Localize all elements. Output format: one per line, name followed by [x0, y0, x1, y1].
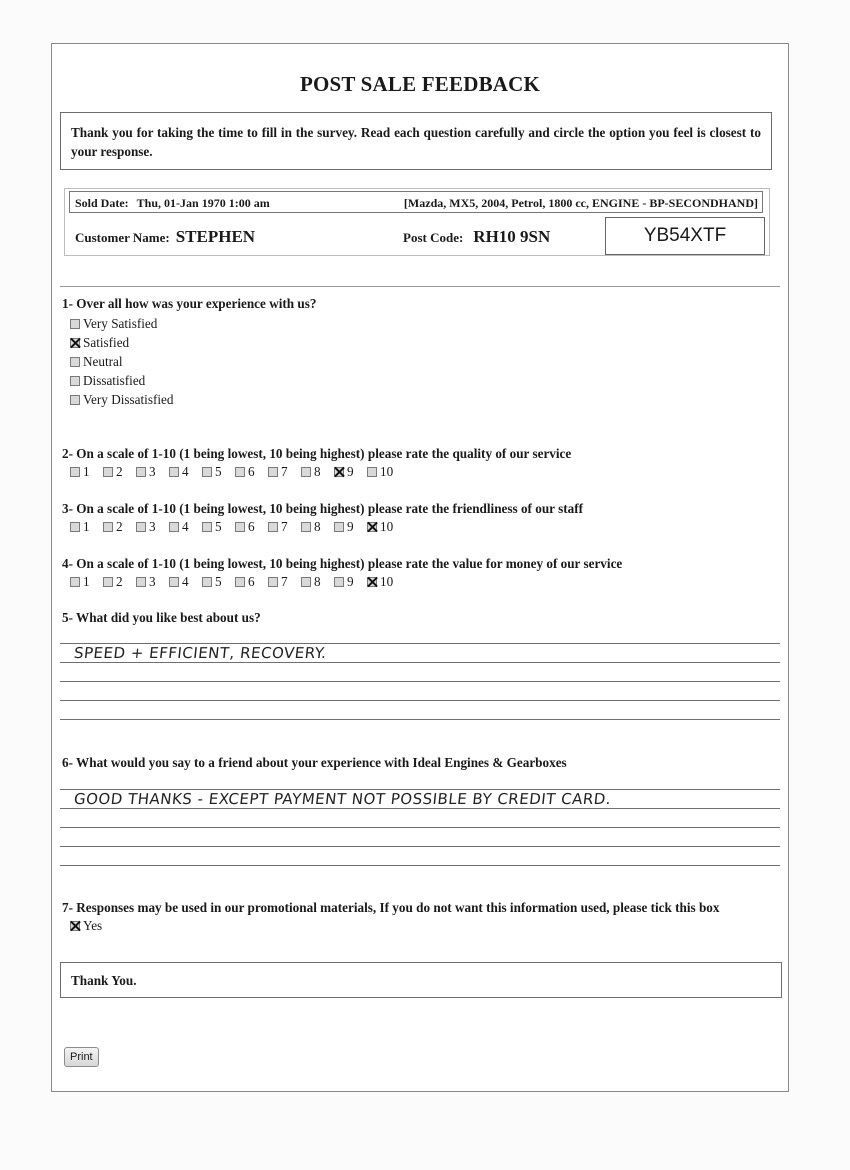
q4-option-label: 4	[182, 574, 189, 589]
q4-checkbox[interactable]	[235, 577, 245, 587]
q5-handwritten-answer: SPEED + EFFICIENT, RECOVERY.	[73, 644, 328, 662]
q4-checkbox[interactable]	[367, 577, 377, 587]
q4-option-label: 8	[314, 574, 321, 589]
q3-option-label: 9	[347, 519, 354, 534]
q2-option[interactable]	[103, 464, 136, 480]
q1-option[interactable]	[70, 390, 173, 409]
q1-checkbox[interactable]	[70, 338, 80, 348]
q3-checkbox[interactable]	[268, 522, 278, 532]
q2-option[interactable]	[301, 464, 334, 480]
q3-option-label: 10	[380, 519, 394, 534]
q3-option-label: 7	[281, 519, 288, 534]
q4-scale	[70, 574, 400, 590]
q2-scale	[70, 464, 400, 480]
q4-checkbox[interactable]	[103, 577, 113, 587]
question-4: 4- On a scale of 1-10 (1 being lowest, 10 being highest) please rate the value for money of our service	[62, 556, 623, 571]
q3-checkbox[interactable]	[334, 522, 344, 532]
vehicle-description: [Mazda, MX5, 2004, Petrol, 1800 cc, ENGINE - BP-SECONDHAND]	[403, 196, 758, 210]
q2-checkbox[interactable]	[136, 467, 146, 477]
q4-option[interactable]	[202, 574, 235, 590]
q2-checkbox[interactable]	[169, 467, 179, 477]
q4-option-label: 3	[149, 574, 156, 589]
q7-options	[70, 916, 102, 935]
q1-options	[70, 314, 173, 409]
q4-option[interactable]	[136, 574, 169, 590]
q2-checkbox[interactable]	[334, 467, 344, 477]
q2-option[interactable]	[169, 464, 202, 480]
question-6: 6- What would you say to a friend about your experience with Ideal Engines & Gearboxes	[62, 755, 567, 770]
q3-option-label: 5	[215, 519, 222, 534]
sold-date: Sold Date: Thu, 01-Jan 1970 1:00 am	[75, 196, 270, 210]
q2-option[interactable]	[334, 464, 367, 480]
q2-option-label: 10	[380, 464, 394, 479]
q7-option[interactable]: Yes	[70, 916, 102, 935]
q3-checkbox[interactable]	[301, 522, 311, 532]
sale-details	[64, 188, 770, 256]
feedback-form	[51, 43, 789, 1092]
q4-checkbox[interactable]	[169, 577, 179, 587]
q2-option-label: 9	[347, 464, 354, 479]
q4-option-label: 5	[215, 574, 222, 589]
divider	[60, 286, 780, 287]
q1-option-label: Very Satisfied	[83, 315, 158, 331]
registration-box: YB54XTF	[605, 217, 765, 255]
sale-info-row	[69, 191, 763, 213]
q2-checkbox[interactable]	[235, 467, 245, 477]
q3-checkbox[interactable]	[103, 522, 113, 532]
q3-option[interactable]	[103, 519, 136, 535]
q2-option-label: 4	[182, 464, 189, 479]
question-1: 1- Over all how was your experience with us?	[62, 296, 317, 311]
q3-option-label: 3	[149, 519, 156, 534]
q2-option-label: 5	[215, 464, 222, 479]
q1-option[interactable]	[70, 314, 173, 333]
q2-checkbox[interactable]	[70, 467, 80, 477]
q2-option-label: 1	[83, 464, 90, 479]
page-title: POST SALE FEEDBACK	[299, 72, 541, 96]
q1-checkbox[interactable]	[70, 376, 80, 386]
question-7: 7- Responses may be used in our promotional materials, If you do not want this information used, please tick this box	[62, 900, 720, 915]
q1-option-label: Satisfied	[83, 334, 130, 350]
q3-option[interactable]	[367, 519, 400, 535]
q6-answer-lines[interactable]	[60, 771, 780, 866]
q1-checkbox[interactable]	[70, 357, 80, 367]
q4-option[interactable]	[235, 574, 268, 590]
q2-option[interactable]	[202, 464, 235, 480]
q3-option-label: 8	[314, 519, 321, 534]
q3-checkbox[interactable]	[136, 522, 146, 532]
q2-option[interactable]	[235, 464, 268, 480]
q2-checkbox[interactable]	[202, 467, 212, 477]
q1-option[interactable]	[70, 371, 173, 390]
q4-checkbox[interactable]	[301, 577, 311, 587]
q1-option[interactable]	[70, 333, 173, 352]
thank-you-box: Thank You.	[60, 962, 782, 998]
q4-option-label: 1	[83, 574, 90, 589]
q3-option[interactable]	[70, 519, 103, 535]
q3-option[interactable]	[169, 519, 202, 535]
q1-checkbox[interactable]	[70, 319, 80, 329]
q3-checkbox[interactable]	[70, 522, 80, 532]
q3-checkbox[interactable]	[169, 522, 179, 532]
q2-checkbox[interactable]	[367, 467, 377, 477]
q4-checkbox[interactable]	[202, 577, 212, 587]
q4-option[interactable]	[103, 574, 136, 590]
q1-option-label: Dissatisfied	[83, 372, 146, 388]
q2-option-label: 2	[116, 464, 123, 479]
q4-option[interactable]	[334, 574, 367, 590]
q4-option[interactable]	[268, 574, 301, 590]
q4-option[interactable]	[301, 574, 334, 590]
customer-name: Customer Name: STEPHEN	[75, 227, 256, 246]
q3-option[interactable]	[334, 519, 367, 535]
q2-option[interactable]	[268, 464, 301, 480]
q4-option-label: 6	[248, 574, 255, 589]
q2-checkbox[interactable]	[268, 467, 278, 477]
q5-answer-lines[interactable]	[60, 625, 780, 720]
q1-checkbox[interactable]	[70, 395, 80, 405]
q4-option[interactable]	[70, 574, 103, 590]
q3-option-label: 1	[83, 519, 90, 534]
print-button[interactable]: Print	[64, 1047, 99, 1067]
q4-option-label: 2	[116, 574, 123, 589]
q3-option[interactable]	[301, 519, 334, 535]
q4-checkbox[interactable]	[334, 577, 344, 587]
q3-checkbox[interactable]	[367, 522, 377, 532]
q4-option[interactable]	[169, 574, 202, 590]
q3-checkbox[interactable]	[235, 522, 245, 532]
q1-option[interactable]	[70, 352, 173, 371]
q3-scale	[70, 519, 400, 535]
q2-option-label: 7	[281, 464, 288, 479]
question-5: 5- What did you like best about us?	[62, 610, 261, 625]
q3-checkbox[interactable]	[202, 522, 212, 532]
q4-option-label: 7	[281, 574, 288, 589]
q4-checkbox[interactable]	[136, 577, 146, 587]
q2-checkbox[interactable]	[103, 467, 113, 477]
q6-handwritten-answer: GOOD THANKS - EXCEPT PAYMENT NOT POSSIBLE BY CREDIT CARD.	[73, 790, 613, 808]
q3-option-label: 2	[116, 519, 123, 534]
q4-option-label: 9	[347, 574, 354, 589]
q1-option-label: Neutral	[83, 353, 123, 369]
q3-option[interactable]	[202, 519, 235, 535]
q3-option[interactable]	[268, 519, 301, 535]
q2-option-label: 6	[248, 464, 255, 479]
question-2: 2- On a scale of 1-10 (1 being lowest, 10 being highest) please rate the quality of our service	[62, 446, 572, 461]
q3-option[interactable]	[136, 519, 169, 535]
q4-option[interactable]	[367, 574, 400, 590]
q4-checkbox[interactable]	[268, 577, 278, 587]
q4-option-label: 10	[380, 574, 394, 589]
q2-option-label: 3	[149, 464, 156, 479]
q2-option[interactable]	[136, 464, 169, 480]
question-3: 3- On a scale of 1-10 (1 being lowest, 10 being highest) please rate the friendliness of our staff	[62, 501, 583, 516]
post-code: Post Code: RH10 9SN	[403, 227, 551, 246]
q7-checkbox[interactable]	[70, 921, 80, 931]
q2-option[interactable]	[70, 464, 103, 480]
q3-option-label: 4	[182, 519, 189, 534]
q4-checkbox[interactable]	[70, 577, 80, 587]
q2-option-label: 8	[314, 464, 321, 479]
intro-text: Thank you for taking the time to fill in the survey. Read each question carefully and circle the option you feel is closest to your response.	[60, 112, 772, 170]
q3-option[interactable]	[235, 519, 268, 535]
q3-option-label: 6	[248, 519, 255, 534]
q2-option[interactable]	[367, 464, 400, 480]
q2-checkbox[interactable]	[301, 467, 311, 477]
q1-option-label: Very Dissatisfied	[83, 391, 174, 407]
